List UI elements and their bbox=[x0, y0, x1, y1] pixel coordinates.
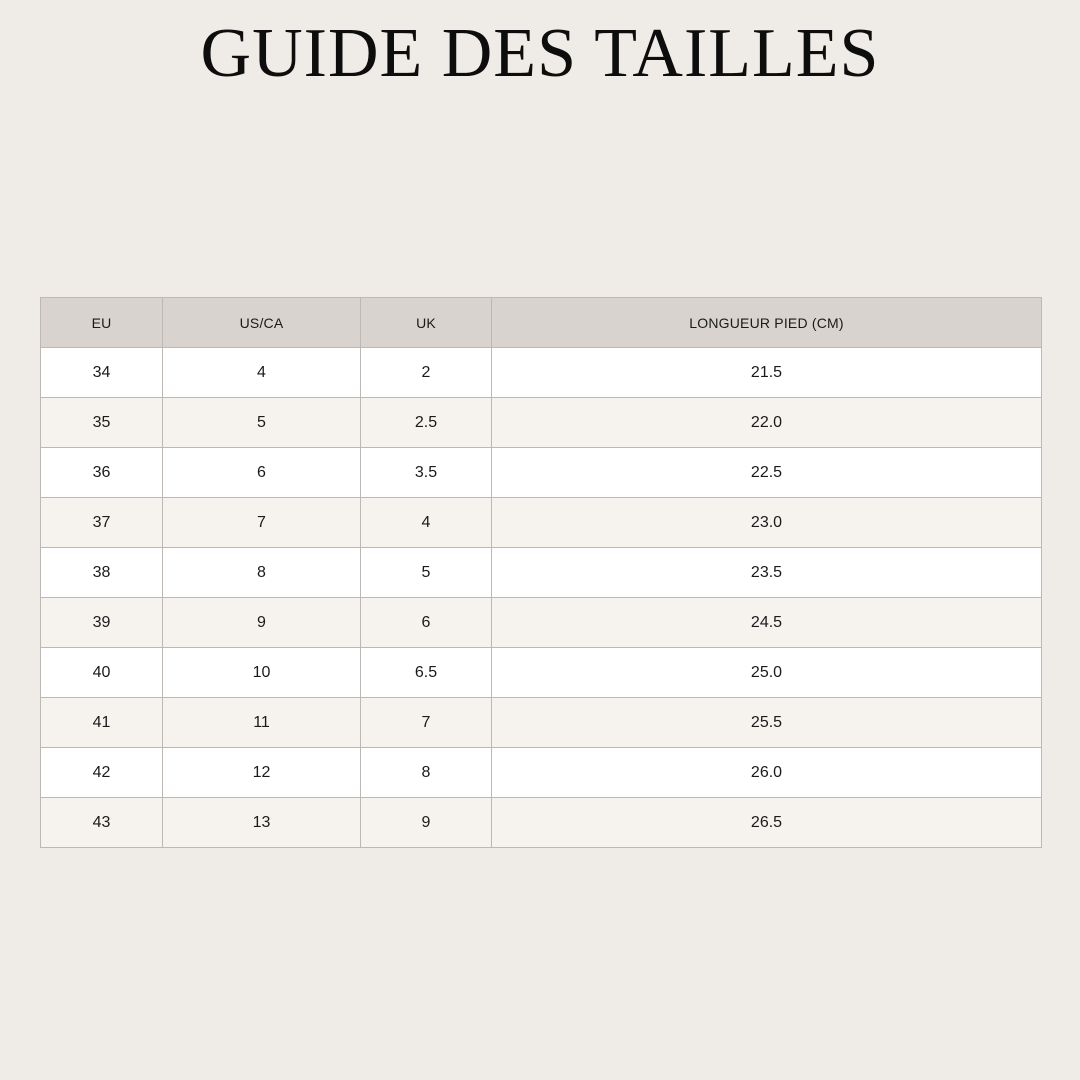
cell-eu: 36 bbox=[41, 448, 163, 498]
cell-eu: 35 bbox=[41, 398, 163, 448]
cell-foot-length: 22.0 bbox=[492, 398, 1042, 448]
cell-eu: 43 bbox=[41, 798, 163, 848]
cell-us-ca: 6 bbox=[163, 448, 361, 498]
cell-uk: 9 bbox=[361, 798, 492, 848]
cell-eu: 42 bbox=[41, 748, 163, 798]
cell-us-ca: 11 bbox=[163, 698, 361, 748]
table-row bbox=[41, 348, 1042, 398]
page-title: GUIDE DES TAILLES bbox=[200, 15, 880, 92]
cell-eu: 37 bbox=[41, 498, 163, 548]
cell-foot-length: 23.5 bbox=[492, 548, 1042, 598]
size-guide-table bbox=[40, 297, 1042, 848]
cell-uk: 6 bbox=[361, 598, 492, 648]
cell-us-ca: 9 bbox=[163, 598, 361, 648]
table-header-row bbox=[41, 298, 1042, 348]
cell-foot-length: 23.0 bbox=[492, 498, 1042, 548]
cell-uk: 5 bbox=[361, 548, 492, 598]
cell-eu: 40 bbox=[41, 648, 163, 698]
cell-uk: 2.5 bbox=[361, 398, 492, 448]
cell-uk: 2 bbox=[361, 348, 492, 398]
cell-foot-length: 24.5 bbox=[492, 598, 1042, 648]
header-foot-length: LONGUEUR PIED (CM) bbox=[492, 298, 1042, 348]
cell-us-ca: 7 bbox=[163, 498, 361, 548]
cell-us-ca: 8 bbox=[163, 548, 361, 598]
header-eu: EU bbox=[41, 298, 163, 348]
cell-foot-length: 25.5 bbox=[492, 698, 1042, 748]
table-row bbox=[41, 748, 1042, 798]
cell-foot-length: 26.0 bbox=[492, 748, 1042, 798]
cell-us-ca: 13 bbox=[163, 798, 361, 848]
table-row bbox=[41, 448, 1042, 498]
cell-uk: 8 bbox=[361, 748, 492, 798]
cell-us-ca: 12 bbox=[163, 748, 361, 798]
cell-uk: 7 bbox=[361, 698, 492, 748]
cell-eu: 34 bbox=[41, 348, 163, 398]
cell-eu: 41 bbox=[41, 698, 163, 748]
table-row bbox=[41, 598, 1042, 648]
cell-uk: 4 bbox=[361, 498, 492, 548]
table-row bbox=[41, 798, 1042, 848]
cell-eu: 38 bbox=[41, 548, 163, 598]
table-row bbox=[41, 398, 1042, 448]
cell-us-ca: 4 bbox=[163, 348, 361, 398]
header-uk: UK bbox=[361, 298, 492, 348]
cell-uk: 6.5 bbox=[361, 648, 492, 698]
table-row bbox=[41, 648, 1042, 698]
header-us-ca: US/CA bbox=[163, 298, 361, 348]
cell-us-ca: 5 bbox=[163, 398, 361, 448]
cell-us-ca: 10 bbox=[163, 648, 361, 698]
cell-foot-length: 22.5 bbox=[492, 448, 1042, 498]
cell-foot-length: 21.5 bbox=[492, 348, 1042, 398]
table-row bbox=[41, 498, 1042, 548]
table-row bbox=[41, 698, 1042, 748]
cell-uk: 3.5 bbox=[361, 448, 492, 498]
cell-foot-length: 25.0 bbox=[492, 648, 1042, 698]
cell-foot-length: 26.5 bbox=[492, 798, 1042, 848]
cell-eu: 39 bbox=[41, 598, 163, 648]
table-row bbox=[41, 548, 1042, 598]
